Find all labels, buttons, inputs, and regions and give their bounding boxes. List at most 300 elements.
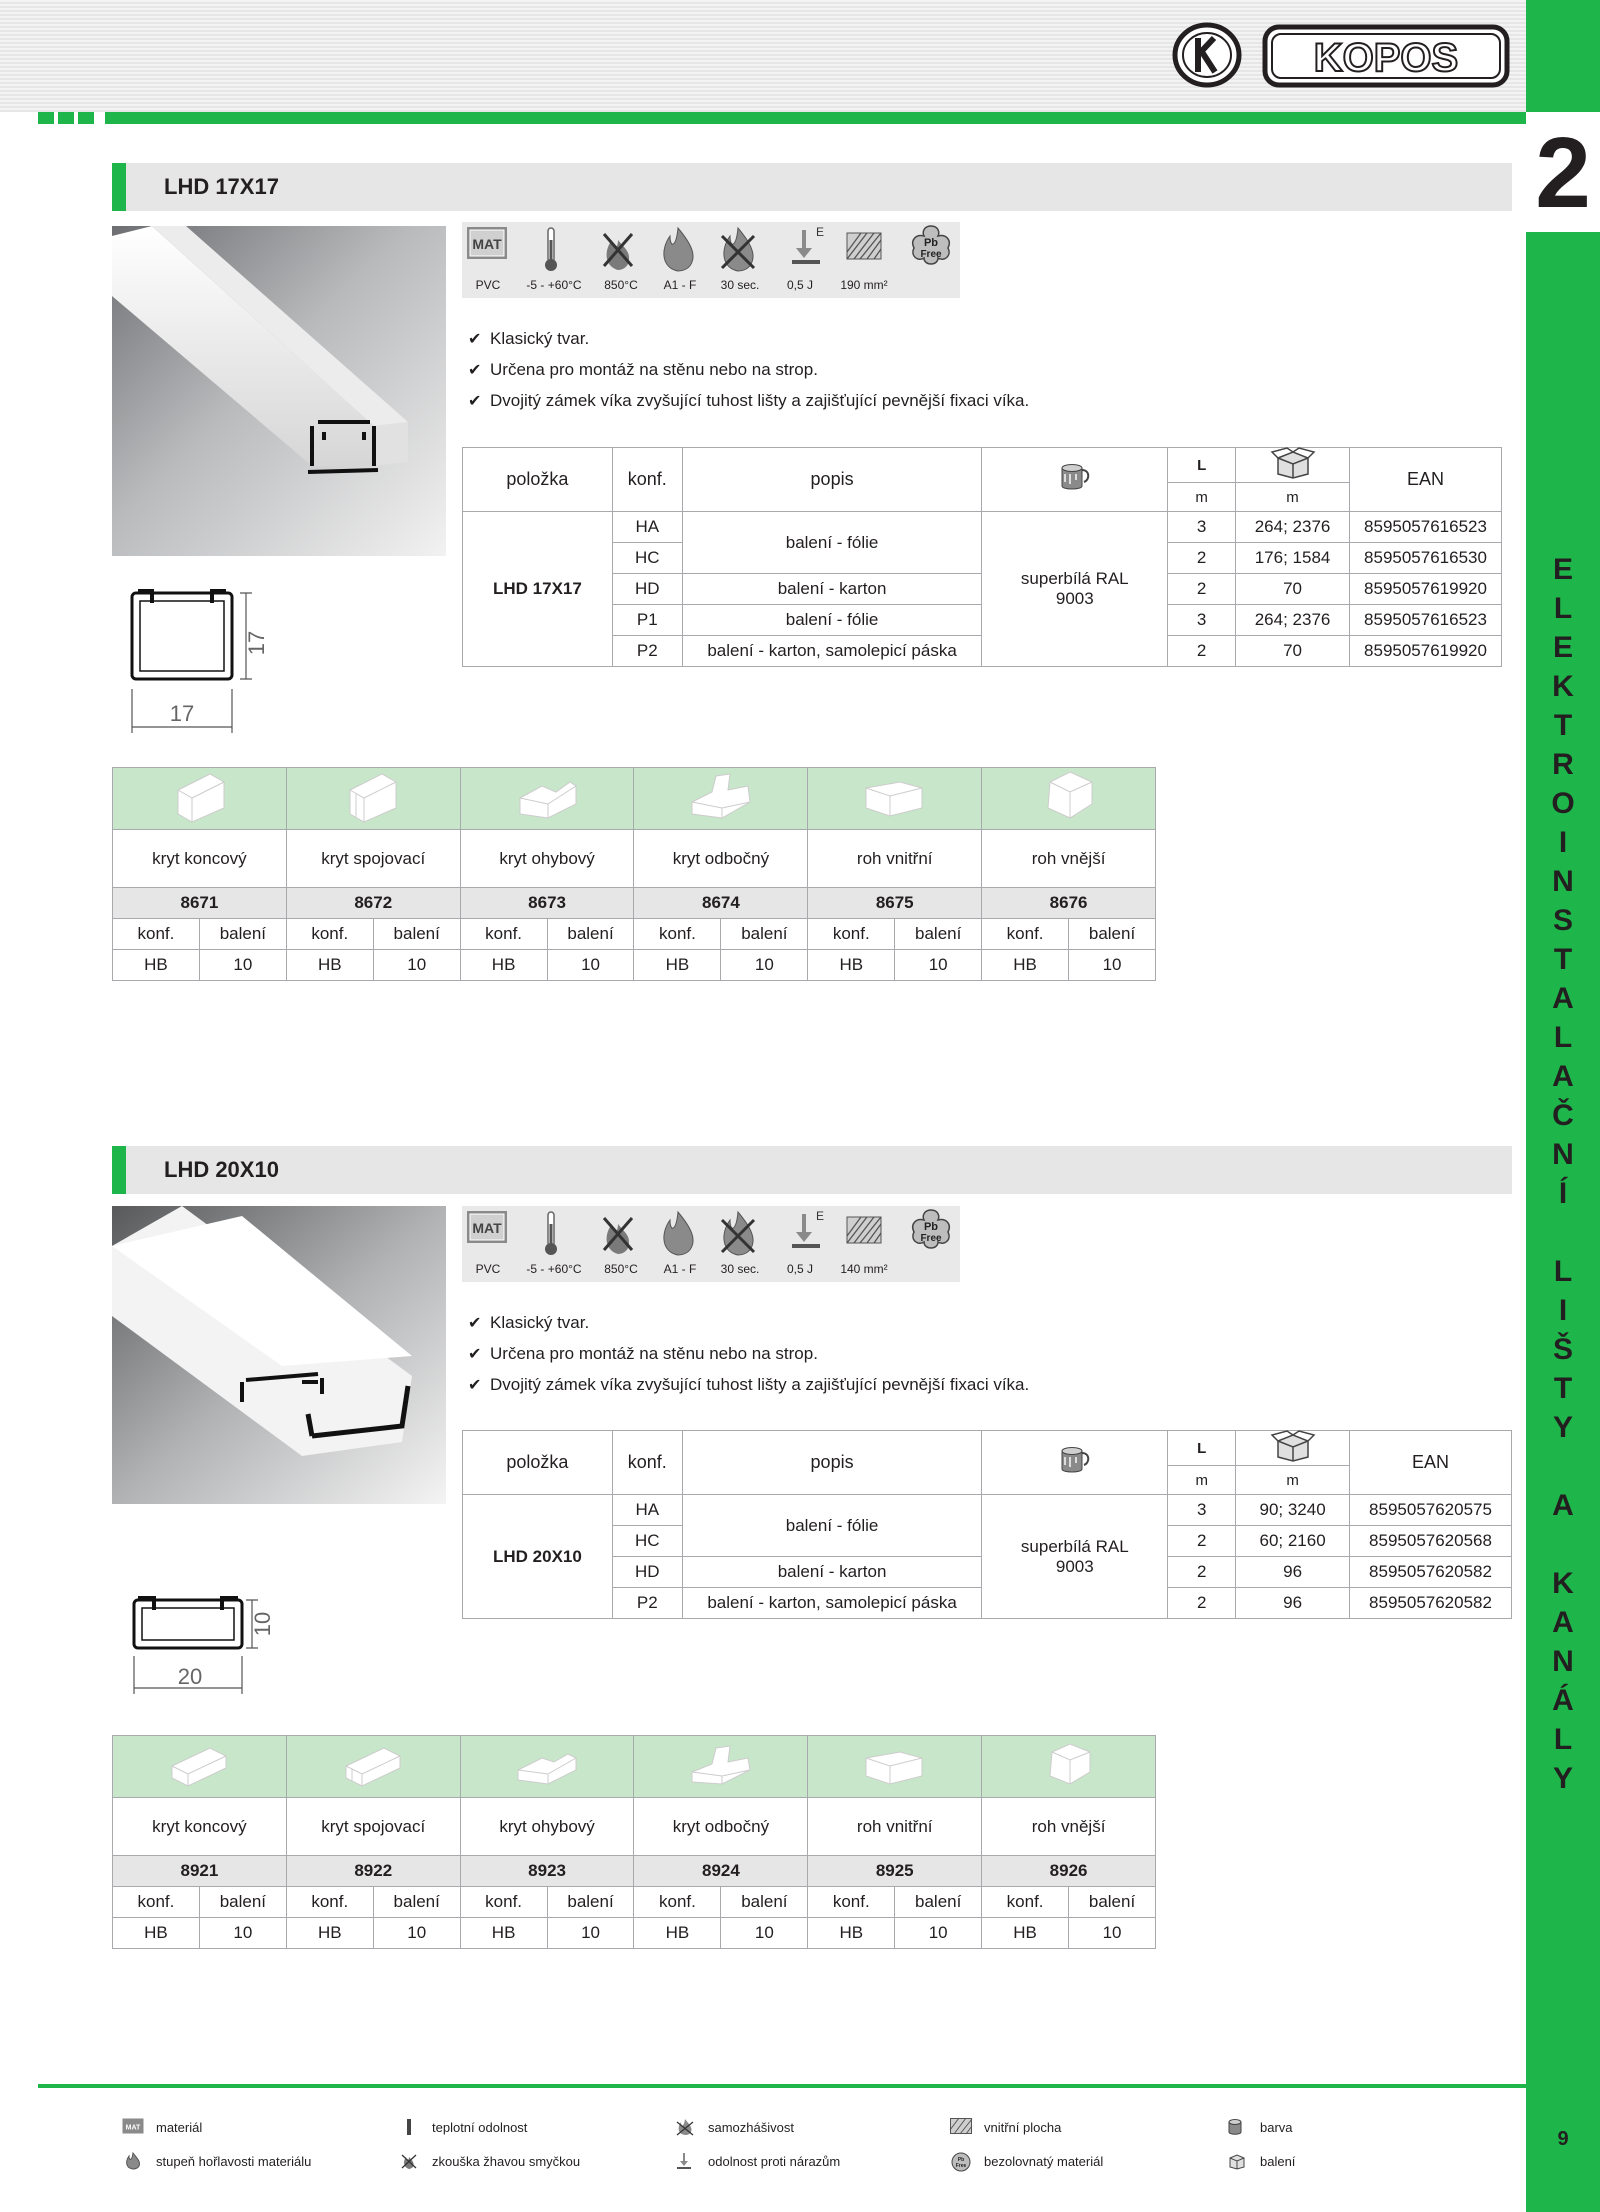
flat-angle-icon — [512, 1736, 582, 1792]
accessory-name: kryt koncový — [113, 830, 287, 888]
end-cap-icon — [164, 1736, 234, 1792]
konf-label: konf. — [982, 919, 1069, 950]
accessory-name: kryt spojovací — [286, 830, 460, 888]
col-head-length: L — [1168, 1431, 1236, 1466]
konf-label: konf. — [113, 919, 200, 950]
konf-label: konf. — [634, 1887, 721, 1918]
accessory-name: roh vnitřní — [808, 830, 982, 888]
konf-value: HB — [286, 1918, 373, 1949]
cell-length: 2 — [1168, 543, 1236, 574]
box-icon — [1270, 1431, 1316, 1461]
cell-package: 60; 2160 — [1236, 1526, 1350, 1557]
konf-value: HB — [460, 950, 547, 981]
page-number: 9 — [1557, 2128, 1569, 2150]
paint-bucket-icon — [1058, 1445, 1092, 1475]
unit-length: m — [1168, 1466, 1236, 1495]
baleni-value: 10 — [547, 950, 634, 981]
cell-ean: 8595057619920 — [1349, 636, 1501, 667]
baleni-label: balení — [1069, 1887, 1156, 1918]
chapter-letter: N — [1552, 1645, 1574, 1678]
col-head-desc: popis — [682, 1431, 982, 1495]
konf-label: konf. — [113, 1887, 200, 1918]
legend-label: zkouška žhavou smyčkou — [432, 2154, 581, 2169]
accessory-code: 8676 — [982, 888, 1156, 919]
feature-item: ✔ Určena pro montáž na stěnu nebo na strop. — [468, 354, 1029, 385]
accessory-code: 8675 — [808, 888, 982, 919]
cell-desc: balení - fólie — [682, 512, 982, 574]
legend-label: stupeň hořlavosti materiálu — [156, 2154, 312, 2169]
chapter-letter: L — [1553, 1021, 1573, 1054]
accessory-name: roh vnější — [982, 830, 1156, 888]
svg-text:MAT: MAT — [472, 236, 502, 252]
item-name: LHD 20X10 — [463, 1495, 613, 1619]
product-table — [462, 447, 1502, 667]
box-icon — [1270, 448, 1316, 478]
cell-konf: HC — [612, 543, 682, 574]
konf-label: konf. — [286, 919, 373, 950]
konf-label: konf. — [982, 1887, 1069, 1918]
accessory-code: 8922 — [286, 1856, 460, 1887]
impact-icon — [790, 225, 825, 266]
cell-ean: 8595057616523 — [1349, 605, 1501, 636]
konf-value: HB — [113, 1918, 200, 1949]
cell-length: 3 — [1168, 605, 1236, 636]
mat-icon — [122, 2118, 144, 2134]
spec-self-extinguishing: 30 sec. — [720, 1262, 760, 1276]
spec-material: PVC — [475, 1262, 501, 1276]
spec-impact: 0,5 J — [786, 1262, 814, 1276]
baleni-label: balení — [373, 1887, 460, 1918]
cell-length: 2 — [1168, 1588, 1236, 1619]
profile-dim-width: 20 — [177, 1664, 203, 1689]
chapter-letter: N — [1552, 865, 1574, 898]
inner-area-icon — [846, 1216, 882, 1244]
impact-icon — [790, 1209, 825, 1250]
thermometer-icon — [398, 2118, 420, 2136]
product-photo — [112, 226, 446, 556]
chapter-letter: Á — [1552, 1684, 1574, 1717]
kopos-logo-wordmark — [1262, 24, 1510, 88]
table-row — [463, 512, 1502, 543]
lead-free-icon — [950, 2152, 972, 2172]
chapter-letter — [1526, 1447, 1600, 1486]
accessory-code: 8673 — [460, 888, 634, 919]
feature-list — [468, 323, 1029, 416]
chapter-letter: T — [1553, 943, 1573, 976]
chapter-letter — [1526, 1525, 1600, 1564]
accessory-code: 8672 — [286, 888, 460, 919]
konf-value: HB — [113, 950, 200, 981]
accessory-table — [112, 1735, 1156, 1949]
chapter-letter: A — [1552, 1606, 1574, 1639]
konf-value: HB — [982, 950, 1069, 981]
svg-text:Pb: Pb — [957, 2157, 965, 2163]
cell-konf: HD — [612, 1557, 682, 1588]
header-square — [78, 112, 94, 124]
cell-length: 2 — [1168, 1557, 1236, 1588]
spec-temperature: -5 - +60°C — [526, 1262, 582, 1276]
glow-wire-icon — [598, 226, 638, 272]
accessory-image — [460, 1736, 634, 1798]
cell-package: 70 — [1236, 574, 1350, 605]
spec-impact: 0,5 J — [786, 278, 814, 292]
self-extinguishing-icon — [674, 2118, 696, 2136]
konf-label: konf. — [286, 1887, 373, 1918]
section-title: LHD 17X17 — [164, 174, 279, 199]
flat-angle-icon — [512, 768, 582, 824]
baleni-label: balení — [721, 1887, 808, 1918]
header-rule — [105, 112, 1526, 124]
baleni-label: balení — [895, 919, 982, 950]
chapter-letter: T — [1553, 1372, 1573, 1405]
legend-label: vnitřní plocha — [984, 2120, 1062, 2135]
cell-ean: 8595057620575 — [1350, 1495, 1512, 1526]
impact-icon — [674, 2152, 696, 2170]
flame-icon — [658, 226, 698, 272]
baleni-value: 10 — [199, 950, 286, 981]
legend-item — [432, 2120, 527, 2135]
spec-inner-area: 190 mm² — [840, 278, 888, 292]
baleni-value: 10 — [1069, 950, 1156, 981]
accessory-code: 8926 — [982, 1856, 1156, 1887]
konf-label: konf. — [808, 919, 895, 950]
col-head-package — [1236, 1431, 1350, 1466]
baleni-label: balení — [895, 1887, 982, 1918]
svg-text:Free: Free — [920, 249, 942, 260]
flame-icon — [122, 2152, 144, 2170]
unit-package: m — [1236, 483, 1350, 512]
chapter-letter: L — [1553, 1255, 1573, 1288]
cell-konf: HD — [612, 574, 682, 605]
chapter-letter: R — [1552, 748, 1574, 781]
spec-temperature: -5 - +60°C — [526, 278, 582, 292]
unit-package: m — [1236, 1466, 1350, 1495]
legend-item — [708, 2154, 840, 2169]
cell-konf: HC — [612, 1526, 682, 1557]
internal-corner-icon — [860, 1736, 930, 1792]
cell-ean: 8595057620582 — [1350, 1588, 1512, 1619]
cell-ean: 8595057619920 — [1349, 574, 1501, 605]
cell-konf: HA — [612, 1495, 682, 1526]
chapter-letter: A — [1552, 1489, 1574, 1522]
spec-inner-area: 140 mm² — [840, 1262, 888, 1276]
legend-item — [432, 2154, 580, 2169]
product-photo — [112, 1206, 446, 1504]
konf-value: HB — [808, 950, 895, 981]
chapter-letter: L — [1553, 1723, 1573, 1756]
svg-text:Free: Free — [920, 1233, 942, 1244]
cell-package: 176; 1584 — [1236, 543, 1350, 574]
legend-item — [955, 2154, 1104, 2169]
cell-konf: P2 — [612, 1588, 682, 1619]
profile-dim-width: 17 — [169, 701, 195, 726]
spec-flammability: A1 - F — [663, 278, 697, 292]
cell-desc: balení - karton, samolepicí páska — [682, 636, 982, 667]
legend-label: barva — [1260, 2120, 1293, 2135]
tee-icon — [686, 768, 756, 824]
konf-label: konf. — [808, 1887, 895, 1918]
konf-label: konf. — [460, 919, 547, 950]
accessory-code: 8921 — [113, 1856, 287, 1887]
lead-free-icon — [908, 1208, 954, 1252]
mat-icon — [466, 1210, 508, 1244]
col-head-item: položka — [463, 448, 613, 512]
baleni-label: balení — [547, 919, 634, 950]
legend-label: teplotní odolnost — [432, 2120, 528, 2135]
section-title: LHD 20X10 — [164, 1157, 279, 1182]
item-name: LHD 17X17 — [463, 512, 613, 667]
chapter-letter: T — [1553, 709, 1573, 742]
legend-label: samozhášivost — [708, 2120, 794, 2135]
legend-item — [708, 2120, 794, 2135]
external-corner-icon — [1034, 768, 1104, 824]
feature-list — [468, 1307, 1029, 1400]
cell-package: 70 — [1236, 636, 1350, 667]
spec-glow-wire: 850°C — [604, 1262, 638, 1276]
icon-strip — [462, 222, 960, 298]
unit-length: m — [1168, 483, 1236, 512]
legend-item — [1260, 2120, 1293, 2135]
cell-length: 3 — [1168, 512, 1236, 543]
legend-label: balení — [1260, 2154, 1296, 2169]
spec-glow-wire: 850°C — [604, 278, 638, 292]
mat-icon — [466, 226, 508, 260]
accessory-image — [286, 768, 460, 830]
feature-item: ✔ Určena pro montáž na stěnu nebo na strop. — [468, 1338, 1029, 1369]
cell-ean: 8595057616530 — [1349, 543, 1501, 574]
baleni-value: 10 — [721, 1918, 808, 1949]
svg-text:Pb: Pb — [923, 1221, 939, 1233]
baleni-label: balení — [547, 1887, 634, 1918]
profile-dim-height: 17 — [244, 630, 269, 656]
legend-label: materiál — [156, 2120, 203, 2135]
accessory-image — [982, 1736, 1156, 1798]
accessory-code: 8924 — [634, 1856, 808, 1887]
product-table — [462, 1430, 1512, 1619]
konf-value: HB — [634, 1918, 721, 1949]
section-title-bar — [112, 163, 1512, 211]
chapter-letter: Y — [1552, 1762, 1573, 1795]
chapter-letter: E — [1552, 631, 1573, 664]
glow-wire-icon — [598, 1210, 638, 1256]
spec-self-extinguishing: 30 sec. — [720, 278, 760, 292]
feature-item: ✔ Klasický tvar. — [468, 1307, 1029, 1338]
konf-value: HB — [808, 1918, 895, 1949]
chapter-letter: Y — [1552, 1411, 1573, 1444]
cell-ean: 8595057620582 — [1350, 1557, 1512, 1588]
cell-desc: balení - karton, samolepicí páska — [682, 1588, 982, 1619]
accessory-code: 8923 — [460, 1856, 634, 1887]
kopos-logo-mark — [1172, 22, 1242, 88]
col-head-color — [982, 1431, 1168, 1495]
baleni-value: 10 — [721, 950, 808, 981]
legend-label: odolnost proti nárazům — [708, 2154, 841, 2169]
box-icon — [1226, 2152, 1248, 2170]
accessory-name: kryt spojovací — [286, 1798, 460, 1856]
konf-value: HB — [634, 950, 721, 981]
spec-flammability: A1 - F — [663, 1262, 697, 1276]
cell-package: 264; 2376 — [1236, 512, 1350, 543]
legend-item — [1260, 2154, 1295, 2169]
cell-konf: P2 — [612, 636, 682, 667]
cell-color: superbílá RAL 9003 — [982, 512, 1168, 667]
chapter-letter: O — [1551, 787, 1575, 820]
accessory-name: roh vnitřní — [808, 1798, 982, 1856]
profile-drawing — [128, 585, 288, 735]
cell-package: 90; 3240 — [1236, 1495, 1350, 1526]
baleni-value: 10 — [895, 950, 982, 981]
chapter-letter: K — [1552, 1567, 1574, 1600]
accessory-name: kryt ohybový — [460, 1798, 634, 1856]
glow-wire-icon — [398, 2152, 420, 2170]
cell-length: 2 — [1168, 636, 1236, 667]
header-square — [58, 112, 74, 124]
accessory-name: kryt odbočný — [634, 830, 808, 888]
self-extinguishing-icon — [718, 1210, 758, 1256]
cell-package: 264; 2376 — [1236, 605, 1350, 636]
inner-area-icon — [846, 232, 882, 260]
col-head-package — [1236, 448, 1350, 483]
chapter-letter: E — [1552, 553, 1573, 586]
chapter-letter: K — [1552, 670, 1574, 703]
col-head-konf: konf. — [612, 1431, 682, 1495]
accessory-name: kryt ohybový — [460, 830, 634, 888]
profile-drawing — [128, 1592, 278, 1694]
cell-desc: balení - karton — [682, 1557, 982, 1588]
accessory-image — [113, 1736, 287, 1798]
chapter-letter: I — [1558, 1294, 1568, 1327]
konf-value: HB — [460, 1918, 547, 1949]
joint-cover-icon — [338, 1736, 408, 1792]
accessory-image — [982, 768, 1156, 830]
chapter-title-vertical — [1526, 550, 1600, 1798]
svg-text:MAT: MAT — [125, 2124, 141, 2132]
legend-item — [156, 2154, 311, 2169]
cell-length: 2 — [1168, 1526, 1236, 1557]
table-row — [463, 1495, 1512, 1526]
col-head-ean: EAN — [1349, 448, 1501, 512]
baleni-label: balení — [199, 919, 286, 950]
spec-material: PVC — [475, 278, 501, 292]
accessory-code: 8674 — [634, 888, 808, 919]
cell-ean: 8595057616523 — [1349, 512, 1501, 543]
cell-konf: P1 — [612, 605, 682, 636]
feature-item: ✔ Dvojitý zámek víka zvyšující tuhost lišty a zajišťující pevnější fixaci víka. — [468, 1369, 1029, 1400]
internal-corner-icon — [860, 768, 930, 824]
section-title-bar — [112, 1146, 1512, 1194]
chapter-letter — [1526, 1213, 1600, 1252]
baleni-value: 10 — [373, 1918, 460, 1949]
baleni-label: balení — [721, 919, 808, 950]
cell-length: 2 — [1168, 574, 1236, 605]
accessory-table — [112, 767, 1156, 981]
svg-text:E: E — [816, 1209, 825, 1223]
col-head-item: položka — [463, 1431, 613, 1495]
baleni-label: balení — [199, 1887, 286, 1918]
accessory-image — [286, 1736, 460, 1798]
baleni-label: balení — [1069, 919, 1156, 950]
joint-cover-icon — [338, 768, 408, 824]
chapter-letter: Í — [1558, 1177, 1568, 1210]
accessory-image — [460, 768, 634, 830]
baleni-value: 10 — [373, 950, 460, 981]
cell-desc: balení - fólie — [682, 1495, 982, 1557]
konf-label: konf. — [634, 919, 721, 950]
col-head-color — [982, 448, 1168, 512]
legend-item — [984, 2120, 1061, 2135]
svg-text:MAT: MAT — [472, 1220, 502, 1236]
cell-package: 96 — [1236, 1557, 1350, 1588]
cell-desc: balení - karton — [682, 574, 982, 605]
svg-text:E: E — [816, 225, 825, 239]
baleni-value: 10 — [547, 1918, 634, 1949]
paint-bucket-icon — [1058, 462, 1092, 492]
accessory-image — [808, 768, 982, 830]
col-head-desc: popis — [682, 448, 982, 512]
chapter-letter: A — [1552, 1060, 1574, 1093]
accessory-name: kryt koncový — [113, 1798, 287, 1856]
baleni-value: 10 — [1069, 1918, 1156, 1949]
svg-text:Free: Free — [955, 2163, 967, 2169]
chapter-letter: A — [1552, 982, 1574, 1015]
accessory-image — [634, 768, 808, 830]
header-square — [38, 112, 54, 124]
icon-strip — [462, 1206, 960, 1282]
feature-item: ✔ Dvojitý zámek víka zvyšující tuhost lišty a zajišťující pevnější fixaci víka. — [468, 385, 1029, 416]
inner-area-icon — [950, 2118, 972, 2134]
paint-bucket-icon — [1226, 2118, 1248, 2136]
col-head-length: L — [1168, 448, 1236, 483]
chapter-letter: S — [1552, 904, 1573, 937]
cell-package: 96 — [1236, 1588, 1350, 1619]
cell-konf: HA — [612, 512, 682, 543]
svg-text:Pb: Pb — [923, 237, 939, 249]
end-cap-icon — [164, 768, 234, 824]
brand-name: KOPOS — [1313, 36, 1459, 80]
accessory-name: roh vnější — [982, 1798, 1156, 1856]
chapter-letter: Š — [1552, 1333, 1573, 1366]
legend-item — [125, 2120, 203, 2135]
profile-dim-height: 10 — [250, 1611, 275, 1637]
accessory-name: kryt odbočný — [634, 1798, 808, 1856]
thermometer-icon — [542, 226, 560, 272]
chapter-letter: N — [1552, 1138, 1574, 1171]
cell-color: superbílá RAL 9003 — [982, 1495, 1168, 1619]
legend-label: bezolovnatý materiál — [984, 2154, 1104, 2169]
baleni-value: 10 — [895, 1918, 982, 1949]
lead-free-icon — [908, 224, 954, 268]
baleni-label: balení — [373, 919, 460, 950]
baleni-value: 10 — [199, 1918, 286, 1949]
konf-value: HB — [982, 1918, 1069, 1949]
footer-rule — [38, 2084, 1526, 2088]
chapter-letter: L — [1553, 592, 1573, 625]
cell-ean: 8595057620568 — [1350, 1526, 1512, 1557]
col-head-konf: konf. — [612, 448, 682, 512]
konf-value: HB — [286, 950, 373, 981]
accessory-image — [634, 1736, 808, 1798]
feature-item: ✔ Klasický tvar. — [468, 323, 1029, 354]
tee-icon — [686, 1736, 756, 1792]
cell-length: 3 — [1168, 1495, 1236, 1526]
chapter-letter: I — [1558, 826, 1568, 859]
accessory-image — [808, 1736, 982, 1798]
col-head-ean: EAN — [1350, 1431, 1512, 1495]
accessory-code: 8925 — [808, 1856, 982, 1887]
konf-label: konf. — [460, 1887, 547, 1918]
accessory-code: 8671 — [113, 888, 287, 919]
external-corner-icon — [1034, 1736, 1104, 1792]
